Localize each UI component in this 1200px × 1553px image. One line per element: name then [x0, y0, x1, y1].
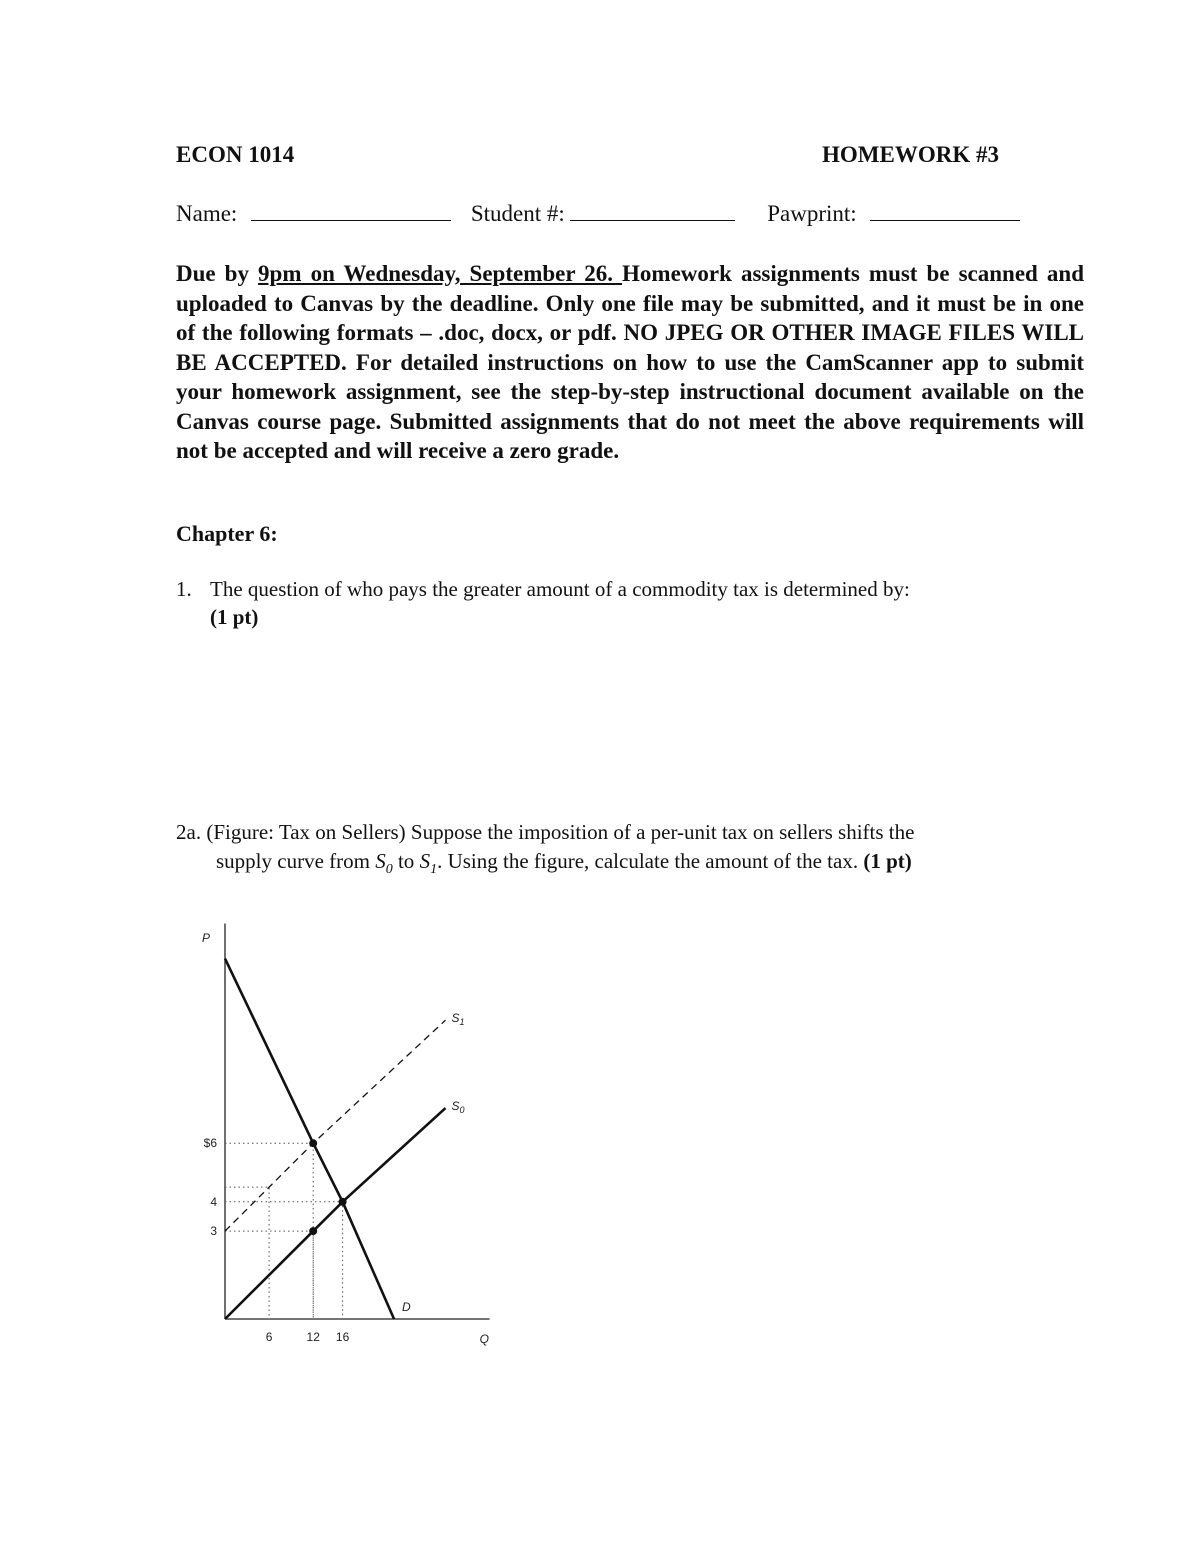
q2a-text-c: . Using the figure, calculate the amount of the tax. — [437, 849, 864, 873]
x-tick-label-1: 12 — [306, 1330, 320, 1344]
y-tick-label-0: $6 — [203, 1136, 217, 1151]
x-tick-label-0: 6 — [265, 1330, 273, 1344]
tax-on-sellers-figure — [190, 920, 510, 1360]
name-label: Name: — [176, 201, 238, 226]
student-number-blank[interactable] — [570, 200, 735, 221]
curve-d — [225, 959, 394, 1319]
due-instructions — [176, 259, 1084, 466]
question-1-text: The question of who pays the greater amount of a commodity tax is determined by: — [210, 577, 910, 601]
name-blank[interactable] — [251, 200, 451, 221]
question-2a-line2 — [176, 847, 1076, 884]
pawprint-blank[interactable] — [870, 200, 1020, 221]
equilibrium-dot-0 — [309, 1139, 317, 1147]
course-code: ECON 1014 — [176, 142, 295, 167]
due-prefix: Due by — [176, 261, 259, 286]
y-axis-label: P — [202, 931, 211, 945]
y-tick-label-2: 3 — [210, 1224, 217, 1239]
question-1 — [176, 575, 910, 631]
question-1-points: (1 pt) — [210, 605, 259, 629]
guide-line-0 — [225, 1187, 269, 1319]
student-id-line — [176, 200, 1036, 227]
instructions-body: Homework assignments must be scanned and uploaded to Canvas by the deadline. Only one file may be submitted, and it must be in one of the following formats – .doc, docx, or pdf. NO JPEG OR OTHER IMAGE FILES WILL BE ACCEPTED. For detailed instructions on how to use the CamScanner app to submit your homework assignment, see the step-by-step instructional document available on the Canvas course page. Submitted assignments that do not meet the above requirements will not be accepted and will receive a zero grade. — [176, 261, 1084, 463]
question-2a — [176, 818, 1076, 884]
student-number-label: Student #: — [470, 201, 565, 226]
curve-s0 — [225, 1108, 446, 1319]
equilibrium-dot-1 — [339, 1198, 347, 1206]
s1-symbol: $S_1$ — [419, 849, 438, 878]
q2a-text-a: supply curve from — [216, 849, 376, 873]
curve-label-d: D — [402, 1300, 411, 1314]
q2a-text-b: to — [392, 849, 420, 873]
curve-label-s1: $S_1$ — [451, 1011, 465, 1028]
question-2a-points: (1 pt) — [863, 849, 912, 873]
curve-s1 — [225, 1020, 446, 1231]
assignment-title: HOMEWORK #3 — [822, 142, 999, 167]
y-tick-label-1: 4 — [210, 1194, 217, 1209]
x-tick-label-2: 16 — [335, 1330, 350, 1344]
chapter-heading: Chapter 6: — [176, 521, 278, 546]
question-1-number: 1. — [176, 577, 192, 601]
x-axis-label: Q — [479, 1332, 489, 1346]
s0-symbol: $S_0$ — [375, 849, 393, 878]
pawprint-label: Pawprint: — [767, 201, 857, 226]
curve-label-s0: $S_0$ — [451, 1099, 465, 1116]
equilibrium-dot-2 — [309, 1227, 317, 1235]
question-2a-line1: 2a. (Figure: Tax on Sellers) Suppose the imposition of a per-unit tax on sellers shifts the — [176, 820, 915, 844]
due-date: 9pm on Wednesday, September 26. — [258, 261, 623, 286]
